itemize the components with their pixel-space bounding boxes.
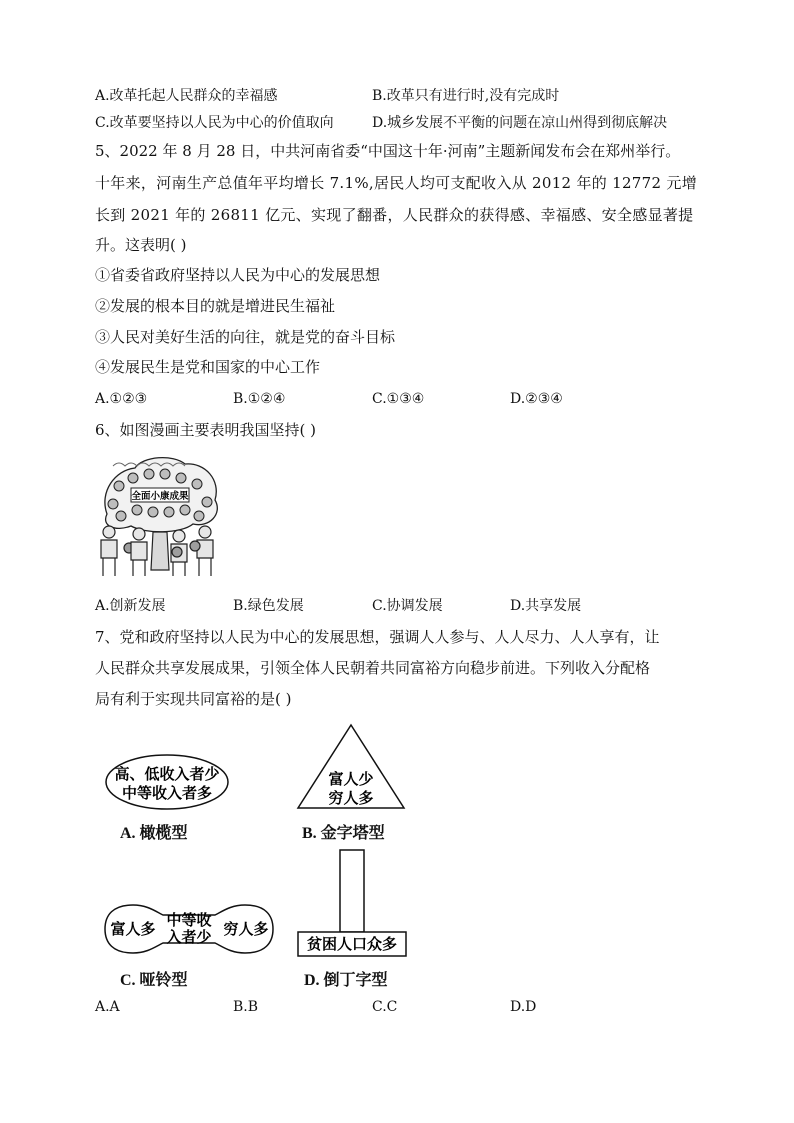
olive-text-1: 高、低收入者少 [114, 765, 220, 783]
dumbbell-mid-2: 入者少 [166, 928, 212, 946]
q6-stem: 6、如图漫画主要表明我国坚持( ) [95, 421, 317, 439]
q6-option-d: D.共享发展 [510, 598, 582, 614]
q5-item-1: ①省委省政府坚持以人民为中心的发展思想 [95, 266, 381, 284]
q4-option-b: B.改革只有进行时,没有完成时 [372, 88, 560, 104]
q4-option-c: C.改革要坚持以人民为中心的价值取向 [95, 115, 334, 131]
dumbbell-left: 富人多 [110, 920, 156, 938]
dumbbell-mid-1: 中等收 [166, 911, 212, 929]
q7-stem-line-2: 人民群众共享发展成果，引领全体人民朝着共同富裕方向稳步前进。下列收入分配格 [95, 659, 651, 677]
q5-stem-line-2: 十年来，河南生产总值年平均增长 7.1%,居民人均可支配收入从 2012 年的 12772 元增 [95, 174, 698, 192]
q7-stem-line-3: 局有利于实现共同富裕的是( ) [95, 690, 292, 708]
q4-option-a: A.改革托起人民群众的幸福感 [95, 88, 278, 104]
q5-item-2: ②发展的根本目的就是增进民生福祉 [95, 297, 336, 315]
q5-option-d: D.②③④ [510, 391, 563, 407]
q6-option-b: B.绿色发展 [233, 598, 304, 614]
q5-option-c: C.①③④ [372, 391, 425, 407]
q5-option-b: B.①②④ [233, 391, 286, 407]
olive-text-2: 中等收入者多 [121, 784, 213, 802]
q5-item-4: ④发展民生是党和国家的中心工作 [95, 358, 321, 376]
q5-stem-line-3: 长到 2021 年的 26811 亿元、实现了翻番，人民群众的获得感、幸福感、安全感显著提 [95, 206, 694, 224]
inverted-t-text: 贫困人口众多 [306, 935, 398, 953]
dumbbell-diagram [103, 903, 275, 955]
q5-option-a: A.①②③ [95, 391, 148, 407]
olive-caption: A. 橄榄型 [120, 825, 188, 842]
q4-option-d: D.城乡发展不平衡的问题在凉山州得到彻底解决 [372, 115, 668, 131]
q6-option-a: A.创新发展 [95, 598, 166, 614]
pyramid-text-2: 穷人多 [328, 789, 374, 807]
cartoon-illustration [95, 452, 225, 582]
inverted-t-diagram [296, 848, 408, 958]
dumbbell-caption: C. 哑铃型 [120, 972, 188, 989]
q7-option-a: A.A [95, 999, 120, 1015]
q6-option-c: C.协调发展 [372, 598, 443, 614]
cartoon-label: 全面小康成果 [131, 491, 189, 502]
olive-diagram [102, 752, 232, 812]
pyramid-caption: B. 金字塔型 [302, 825, 385, 842]
q5-stem-line-1: 5、2022 年 8 月 28 日，中共河南省委“中国这十年·河南”主题新闻发布会在郑州举行。 [95, 142, 681, 160]
q7-option-b: B.B [233, 999, 259, 1015]
pyramid-text-1: 富人少 [328, 770, 374, 788]
q7-option-c: C.C [372, 999, 398, 1015]
q5-stem-line-4: 升。这表明( ) [95, 236, 187, 254]
q5-item-3: ③人民对美好生活的向往，就是党的奋斗目标 [95, 328, 396, 346]
pyramid-diagram [295, 722, 407, 812]
q7-stem-line-1: 7、党和政府坚持以人民为中心的发展思想，强调人人参与、人人尽力、人人享有，让 [95, 628, 660, 646]
q7-option-d: D.D [510, 999, 537, 1015]
inverted-t-caption: D. 倒丁字型 [304, 972, 388, 989]
dumbbell-right: 穷人多 [223, 920, 269, 938]
